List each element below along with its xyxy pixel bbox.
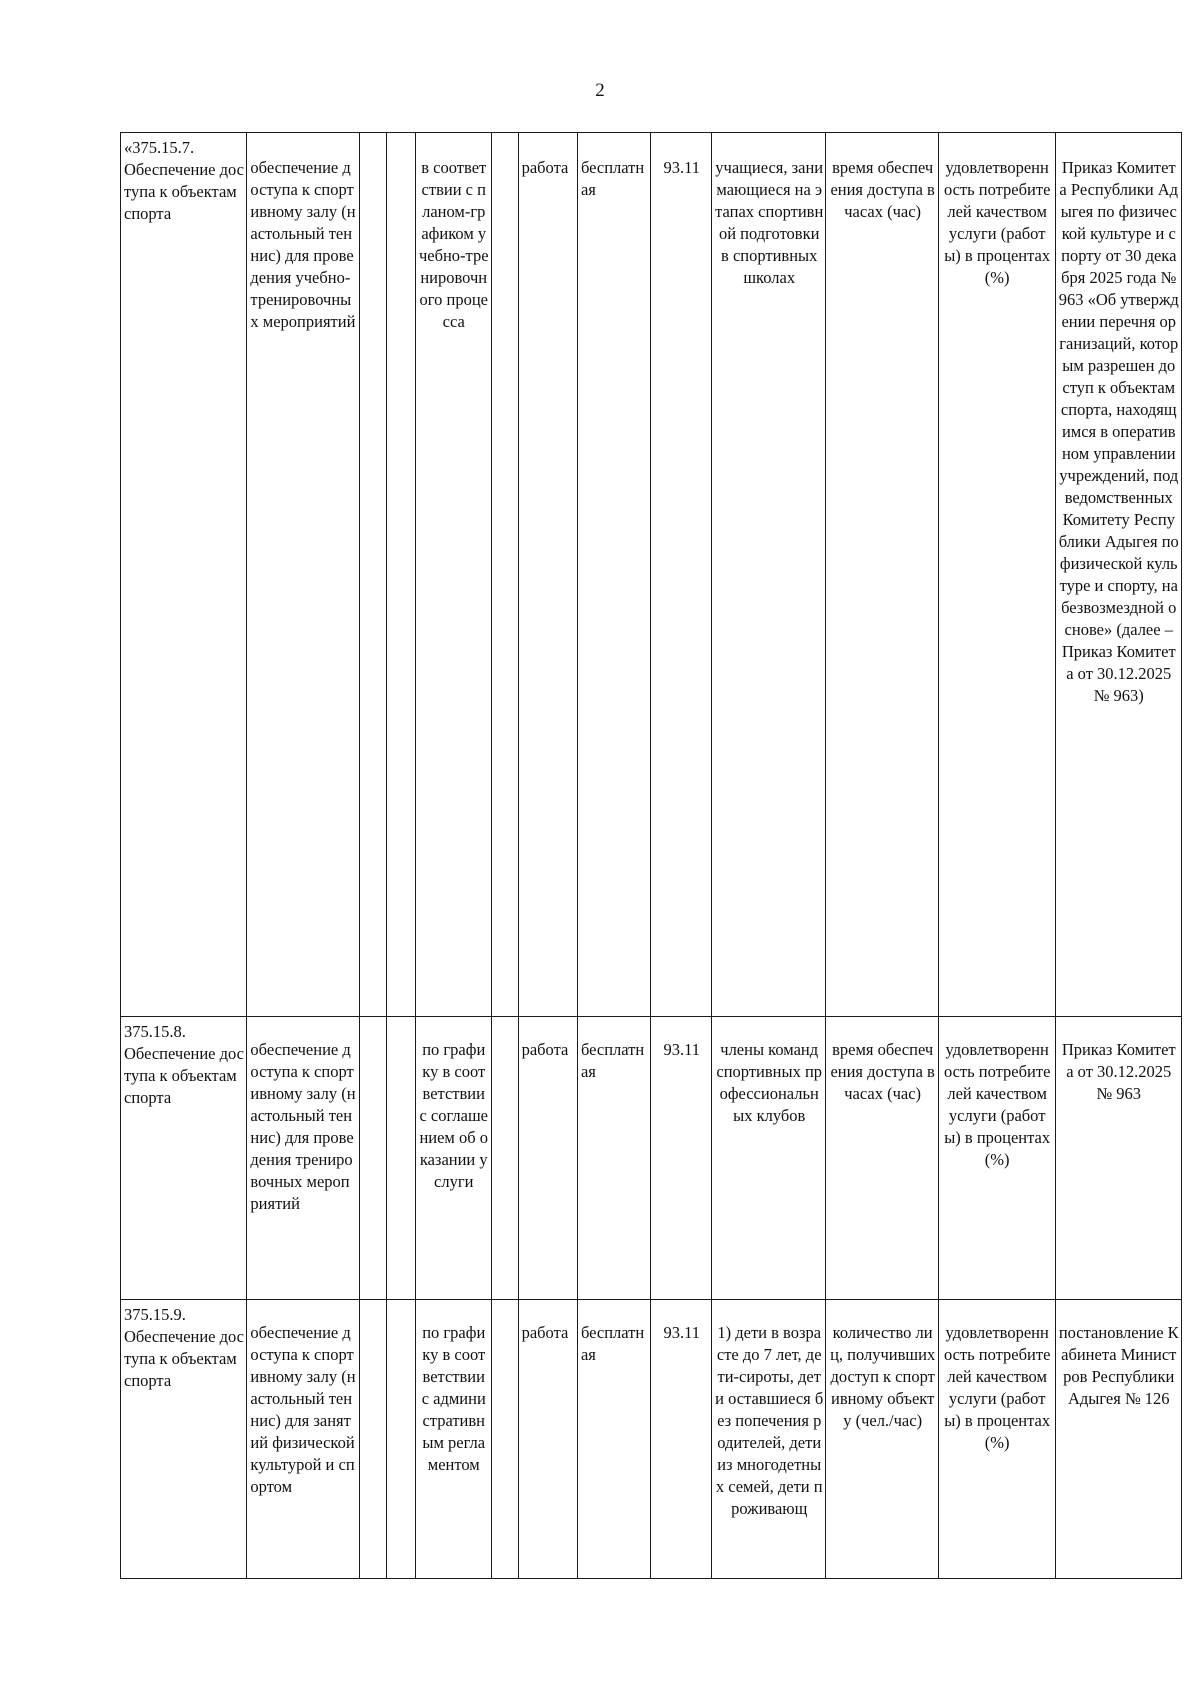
table-row <box>121 1300 1182 1579</box>
service-basis: по графику в соответствии с административным регламентом <box>415 1300 491 1579</box>
page-number: 2 <box>595 80 605 101</box>
okved-code: 93.11 <box>651 1300 712 1579</box>
consumer-category: учащиеся, занимающиеся на этапах спортивной подготовки в спортивных школах <box>711 133 826 1017</box>
service-type: работа <box>518 133 577 1017</box>
volume-indicator: время обеспечения доступа в часах (час) <box>826 133 938 1017</box>
service-basis: в соответствии с планом-графиком учебно-тренировочного процесса <box>415 133 491 1017</box>
service-basis: по графику в соответствии с соглашением об оказании услуги <box>415 1017 491 1300</box>
quality-indicator: удовлетворенность потребителей качеством услуги (работы) в процентах (%) <box>938 1017 1055 1300</box>
service-description: обеспечение доступа к спортивному залу (настольный теннис) для проведения тренировочных мероприятий <box>247 1017 359 1300</box>
legal-act: постановление Кабинета Министров Республики Адыгея № 126 <box>1055 1300 1181 1579</box>
empty-cell <box>386 1017 415 1300</box>
legal-act: Приказ Комитета от 30.12.2025 № 963 <box>1055 1017 1181 1300</box>
table-row <box>121 133 1182 1017</box>
okved-code: 93.11 <box>651 133 712 1017</box>
service-name: Обеспечение доступа к объектам спорта <box>124 1327 245 1390</box>
service-code: 375.15.8. <box>124 1022 186 1041</box>
service-code-cell <box>121 1017 247 1300</box>
service-name: Обеспечение доступа к объектам спорта <box>124 1044 245 1107</box>
quality-indicator: удовлетворенность потребителей качеством услуги (работы) в процентах (%) <box>938 133 1055 1017</box>
registry-table <box>120 132 1182 1579</box>
empty-cell <box>386 133 415 1017</box>
service-code: «375.15.7. <box>124 138 195 157</box>
volume-indicator: количество лиц, получивших доступ к спортивному объекту (чел./час) <box>826 1300 938 1579</box>
payment-type: бесплатная <box>577 1300 650 1579</box>
legal-act: Приказ Комитета Республики Адыгея по физической культуре и спорту от 30 декабря 2025 года № 963 «Об утверждении перечня организаций, которым разрешен доступ к объектам спорта, находящимся в оперативном управлении учреждений, подведомственных Комитету Республики Адыгея по физической культуре и спорту, на безвозмездной основе» (далее – Приказ Комитета от 30.12.2025 № 963) <box>1055 133 1181 1017</box>
consumer-category: члены команд спортивных профессиональных клубов <box>711 1017 826 1300</box>
service-code-cell <box>121 1300 247 1579</box>
service-description: обеспечение доступа к спортивному залу (настольный теннис) для занятий физической культурой и спортом <box>247 1300 359 1579</box>
service-name: Обеспечение доступа к объектам спорта <box>124 160 245 223</box>
volume-indicator: время обеспечения доступа в часах (час) <box>826 1017 938 1300</box>
empty-cell <box>359 1300 386 1579</box>
empty-cell <box>359 133 386 1017</box>
service-type: работа <box>518 1300 577 1579</box>
empty-cell <box>491 1017 518 1300</box>
empty-cell <box>491 1300 518 1579</box>
okved-code: 93.11 <box>651 1017 712 1300</box>
service-type: работа <box>518 1017 577 1300</box>
empty-cell <box>491 133 518 1017</box>
empty-cell <box>359 1017 386 1300</box>
empty-cell <box>386 1300 415 1579</box>
quality-indicator: удовлетворенность потребителей качеством услуги (работы) в процентах (%) <box>938 1300 1055 1579</box>
table-row <box>121 1017 1182 1300</box>
service-description: обеспечение доступа к спортивному залу (настольный теннис) для проведения учебно-тренировочных мероприятий <box>247 133 359 1017</box>
payment-type: бесплатная <box>577 133 650 1017</box>
consumer-category: 1) дети в возрасте до 7 лет, дети-сироты, дети оставшиеся без попечения родителей, дети из многодетных семей, дети проживающ <box>711 1300 826 1579</box>
service-code: 375.15.9. <box>124 1305 186 1324</box>
service-code-cell <box>121 133 247 1017</box>
payment-type: бесплатная <box>577 1017 650 1300</box>
